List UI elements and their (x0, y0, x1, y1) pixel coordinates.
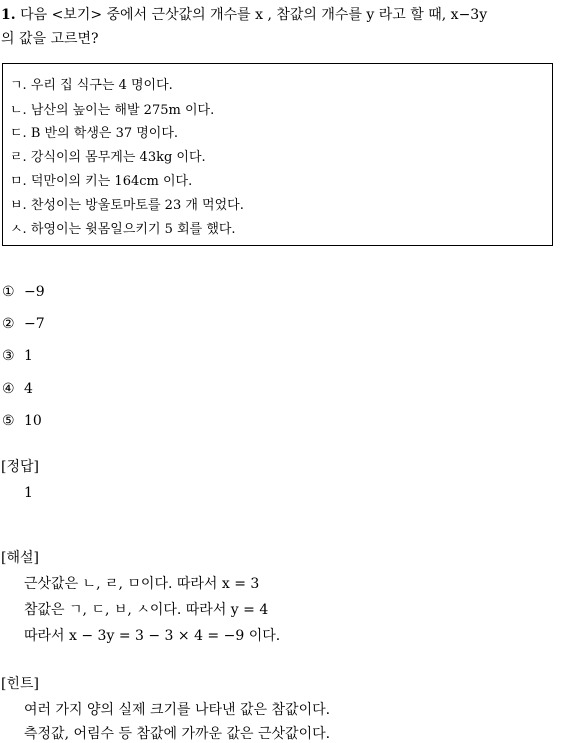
choice-5[interactable] (2, 414, 42, 428)
choice-value: 4 (24, 381, 33, 397)
explanation-line: 참값은 ㄱ, ㄷ, ㅂ, ㅅ이다. 따라서 y = 4 (24, 602, 269, 618)
choice-mark: ② (2, 316, 15, 332)
explanation-line: 근삿값은 ㄴ, ㄹ, ㅁ이다. 따라서 x = 3 (24, 576, 260, 592)
question-line-1 (1, 8, 487, 22)
choice-1[interactable] (2, 285, 45, 299)
bogi-item: ㄷ. B 반의 학생은 37 명이다. (10, 126, 179, 141)
hint-heading: [힌트] (1, 676, 39, 692)
hint-line: 여러 가지 양의 실제 크기를 나타낸 값은 참값이다. (24, 702, 331, 718)
choice-value: 1 (24, 348, 33, 364)
bogi-item: ㅂ. 찬성이는 방울토마토를 23 개 먹었다. (10, 198, 244, 213)
choice-mark: ⑤ (2, 413, 15, 429)
choice-mark: ④ (2, 381, 15, 397)
explanation-heading: [해설] (1, 550, 39, 566)
choice-2[interactable] (2, 317, 45, 331)
bogi-item: ㄹ. 강식이의 몸무게는 43kg 이다. (10, 150, 206, 165)
question-text: 다음 <보기> 중에서 근삿값의 개수를 x , 참값의 개수를 y 라고 할 때, x−3y (20, 7, 488, 23)
bogi-item: ㅅ. 하영이는 윗몸일으키기 5 회를 했다. (10, 222, 236, 237)
bogi-item: ㄴ. 남산의 높이는 해발 275m 이다. (10, 103, 215, 118)
choice-value: 10 (24, 413, 42, 429)
choice-4[interactable] (2, 382, 33, 396)
choice-3[interactable] (2, 349, 33, 363)
choice-value: −7 (24, 316, 45, 332)
hint-line: 측정값, 어림수 등 참값에 가까운 값은 근삿값이다. (24, 726, 331, 742)
explanation-line: 따라서 x − 3y = 3 − 3 × 4 = −9 이다. (24, 628, 281, 644)
bogi-box (2, 63, 553, 246)
choice-mark: ① (2, 284, 15, 300)
choice-mark: ③ (2, 348, 15, 364)
question-line-2: 의 값을 고르면? (1, 31, 99, 47)
question-number: 1. (1, 7, 16, 23)
answer-heading: [정답] (1, 459, 39, 475)
bogi-item: ㄱ. 우리 집 식구는 4 명이다. (10, 78, 173, 93)
choice-value: −9 (24, 284, 45, 300)
answer-value: 1 (24, 485, 33, 501)
bogi-item: ㅁ. 덕만이의 키는 164cm 이다. (10, 174, 193, 189)
